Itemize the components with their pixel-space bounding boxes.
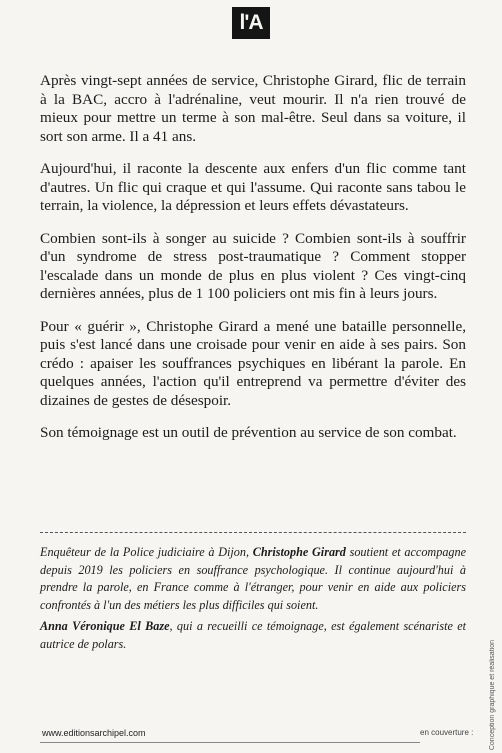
cover-credit: en couverture : (420, 728, 474, 737)
coauthor-name: Anna Véronique El Baze (40, 619, 170, 633)
footer-rule (40, 742, 420, 743)
section-divider (40, 532, 466, 533)
paragraph-3: Combien sont-ils à songer au suicide ? Combien sont-ils à souffrir d'un syndrome de stress post-traumatique ? Comment stopper l'escalade dans un monde de plus en plus violent ? Ces vingt-cinq dernières années, plus de 1 100 policiers ont mis fin à leurs jours. (40, 229, 466, 302)
author-bio (40, 544, 466, 657)
paragraph-5: Son témoignage est un outil de prévention au service de son combat. (40, 424, 457, 441)
paragraph-1: Après vingt-sept années de service, Christophe Girard, flic de terrain à la BAC, accro à l'adrénaline, veut mourir. Il n'a rien trouvé de mieux pour mettre un terme à son mal-être. Seul dans sa voiture, il sort son arme. Il a 41 ans. (40, 72, 466, 145)
author-intro: Enquêteur de la Police judiciaire à Dijon, (40, 545, 253, 559)
publisher-website[interactable]: www.editionsarchipel.com (42, 728, 146, 738)
back-cover-text (40, 72, 466, 457)
author-description: soutient et accompagne depuis 2019 les policiers en souffrance psychologique. Il continue aujourd'hui à prendre la parole, en France comme à l'étranger, pour venir en aide aux policiers confrontés à l'un des métiers les plus difficiles qui soient. (40, 545, 467, 612)
author-name: Christophe Girard (252, 545, 346, 559)
author-bio-paragraph (40, 544, 466, 614)
publisher-logo: l'A (232, 7, 270, 39)
coauthor-description: , qui a recueilli ce témoignage, est également scénariste et autrice de polars. (40, 619, 466, 651)
paragraph-2: Aujourd'hui, il raconte la descente aux enfers d'un flic comme tant d'autres. Un flic qui craque et qui l'assume. Qui raconte sans tabou le terrain, la violence, la dépression et leurs effets dévastateurs. (40, 160, 466, 214)
paragraph-4: Pour « guérir », Christophe Girard a mené une bataille personnelle, puis s'est lancé dans une croisade pour venir en aide à ses pairs. Son crédo : apaiser les souffrances psychiques en libérant la parole. En quelques années, l'action qu'il entreprend va permettre d'éviter des dizaines de gestes de désespoir. (40, 317, 466, 409)
side-credit-text: Conception graphique et réalisation (489, 640, 496, 751)
coauthor-bio-paragraph (40, 618, 466, 653)
